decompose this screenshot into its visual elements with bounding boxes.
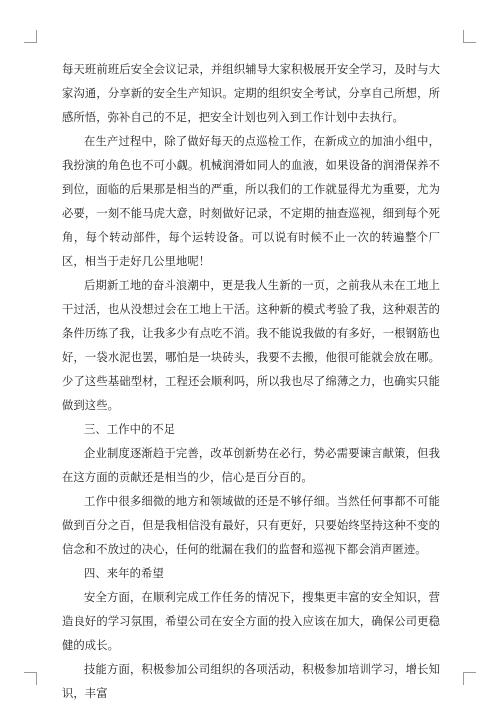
paragraph-3: 后期新工地的奋斗浪潮中，更是我人生新的一页，之前我从未在工地上干过活，也从没想过会在工地上干活。这种新的模式考验了我，这种艰苦的条件历练了我，让我多少有点吃不消。我不能说我做的有多好，一根钢筋也好，一袋水泥也罢，哪怕是一块砖头，我要不去搬，他很可能就会放在哪。少了这些基础型材，工程还会顺利吗，所以我也尽了绵薄之力，也确实只能做到这些。: [62, 279, 440, 412]
paragraph-4: 企业制度逐渐趋于完善，改革创新势在必行，势必需要谏言献策，但我在这方面的贡献还是相当的少，信心是百分百的。: [62, 447, 440, 484]
document-body: [62, 58, 440, 706]
paragraph-1: 每天班前班后安全会议记录，并组织辅导大家积极展开安全学习，及时与大家沟通，分享新的安全生产知识。定期的组织安全考试，分享自己所想，所感所悟，弥补自己的不足，把安全计划也列入到工作计划中去执行。: [62, 63, 440, 124]
crop-mark-bottom-left: [24, 672, 37, 685]
paragraph-7: 技能方面，积极参加公司组织的各项活动，积极参加培训学习，增长知识，丰富: [62, 663, 440, 700]
paragraph-5: 工作中很多细微的地方和领域做的还是不够仔细。当然任何事都不可能做到百分之百，但是我相信没有最好，只有更好，只要始终坚持这种不变的信念和不放过的决心，任何的纰漏在我们的监督和巡视下都会消声匿迹。: [62, 495, 440, 556]
crop-mark-bottom-right: [463, 672, 476, 685]
crop-mark-top-right: [463, 30, 476, 43]
section-heading-3: 三、工作中的不足: [84, 423, 176, 436]
paragraph-6: 安全方面，在顺利完成工作任务的情况下，搜集更丰富的安全知识，营造良好的学习氛围，希望公司在安全方面的投入应该在加大，确保公司更稳健的成长。: [62, 591, 440, 652]
paragraph-2: 在生产过程中，除了做好每天的点巡检工作，在新成立的加油小组中，我扮演的角色也不可小觑。机械润滑如同人的血液，如果设备的润滑保养不到位，面临的后果那是相当的严重，所以我们的工作就显得尤为重要，尤为必要，一刻不能马虎大意，时刻做好记录，不定期的抽查巡视，细到每个死角，每个转动部件，每个运转设备。可以说有时候不止一次的转遍整个厂区，相当于走好几公里地呢！: [62, 135, 440, 268]
crop-mark-top-left: [24, 30, 37, 43]
section-heading-4: 四、来年的希望: [84, 567, 164, 580]
